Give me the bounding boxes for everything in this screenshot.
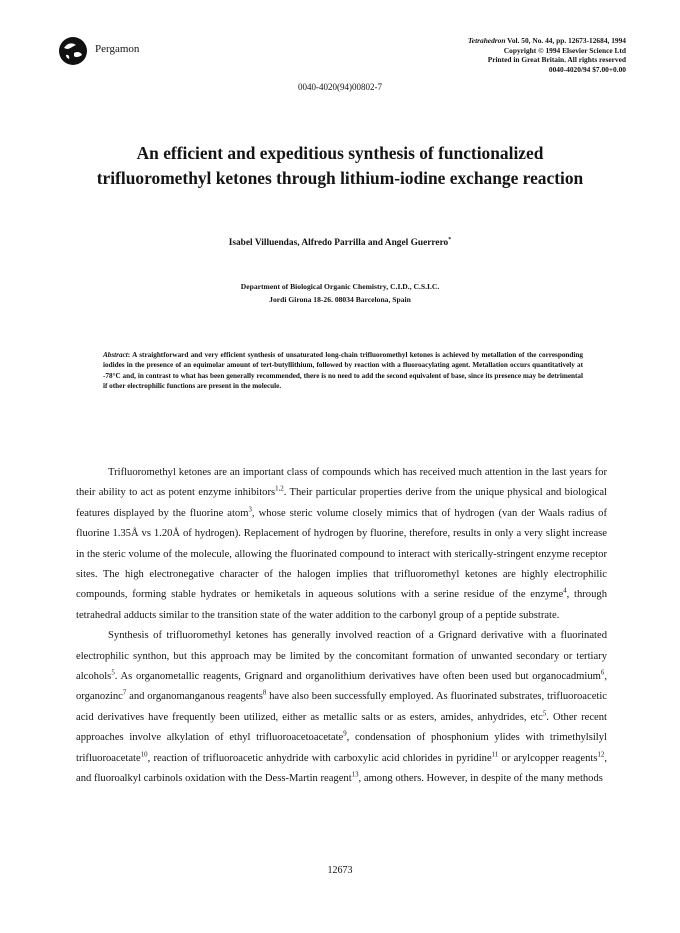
text-run: , through tetrahedral adducts similar to the transition state of the water addition to the carbonyl group of a peptide substrate. [76,589,607,621]
citation-ref: 6 [600,669,605,677]
affiliation-line-1: Department of Biological Organic Chemistry, C.I.D., C.S.I.C. [240,282,440,291]
paragraph-1 [76,463,607,626]
publisher-name: Pergamon [95,43,140,55]
abstract [103,350,583,391]
text-run: . As organometallic reagents, Grignard and organolithium derivatives have often been used but organocadmium [114,671,601,683]
body-text [76,463,607,790]
text-run: , organozinc [76,671,607,703]
text-run: . Their particular properties derive from the unique physical and biological features displayed by the fluorine atom [76,487,607,519]
text-run: , reaction of trifluoroacetic anhydride with carboxylic acid chlorides in pyridine [147,752,492,764]
affiliation [0,280,680,306]
text-run: have also been successfully employed. As fluorinated substrates, trifluoroacetic acid derivatives have frequently been utilized, either as metallic salts or as esters, amides, anhydrides, etc [76,691,607,723]
corresponding-author-mark: * [448,236,452,243]
affiliation-line-2: Jordi Girona 18-26. 08034 Barcelona, Spain [269,295,411,304]
journal-volume: Vol. 50, No. 44, pp. 12673-12684, 1994 [505,36,626,45]
citation-ref: 13 [351,771,359,779]
citation-ref: 10 [140,751,148,759]
citation-ref: 9 [343,730,347,738]
citation-ref: 4 [563,587,567,595]
printed-line: Printed in Great Britain. All rights reserved [487,55,626,65]
text-run: , among others. However, in despite of the many methods [358,773,603,785]
journal-name: Tetrahedron [467,36,506,45]
text-run: Synthesis of trifluoromethyl ketones has generally involved reaction of a Grignard derivative with a fluorinated electrophilic synthon, but this approach may be limited by the concomitant formation of unwanted secondary or tertiary alcohols [76,630,607,683]
issn-line: 0040-4020/94 $7.00+0.00 [548,64,626,74]
citation-ref: 1,2 [275,485,284,493]
text-run: , condensation of phosphonium ylides with trimethylsilyl trifluoroacetate [76,732,607,764]
text-run: , whose steric volume closely mimics that of hydrogen (van der Waals radius of fluorine 1.35Å vs 1.20Å of hydrogen). Replacement of hydrogen by fluorine, therefore, results in only a very slight increase in the steric volume of the molecule, allowing the fluorinated compound to interact with sterically-stringent enzyme receptor sites. The high electronegative character of the halogen implies that trifluoromethyl ketones are highly electrophilic compounds, forming stable hydrates or hemiketals in aqueous solutions with a serine residue of the enzyme [76,507,608,601]
page-number: 12673 [327,865,353,876]
text-run: Trifluoromethyl ketones are an important class of compounds which has received much attention in the last years for their ability to act as potent enzyme inhibitors [76,467,607,499]
citation-ref: 7 [122,689,127,697]
article-title [40,141,640,191]
text-run: . Other recent approaches involve alkylation of ethyl trifluoroacetoacetate [76,711,607,744]
title-line-2: trifluoromethyl ketones through lithium-iodine exchange reaction [96,168,584,188]
text-run: , and fluoroalkyl carbinols oxidation with the Dess-Martin reagent [76,752,607,785]
copyright-line: Copyright © 1994 Elsevier Science Ltd [503,45,626,55]
author-list [0,238,680,248]
citation-ref: 12 [597,751,605,759]
article-doi: 0040-4020(94)00802-7 [298,82,382,92]
citation-ref: 11 [491,751,499,759]
journal-citation [468,36,626,46]
citation-ref: 5 [111,669,115,677]
abstract-label: Abstract [103,351,128,359]
citation-ref: 3 [248,506,252,514]
journal-info [468,36,626,74]
pergamon-globe-icon [58,36,88,66]
title-line-1: An efficient and expeditious synthesis of functionalized [136,143,544,163]
text-run: and organomanganous reagents [126,691,263,703]
text-run: or arylcopper reagents [498,752,598,764]
authors-text: Isabel Villuendas, Alfredo Parrilla and Angel Guerrero [228,238,449,248]
paragraph-2 [76,626,607,789]
abstract-text: : A straightforward and very efficient synthesis of unsaturated long-chain trifluoromethyl ketones is achieved by metallation of the corresponding iodides in the presence of an equimolar amount of tert-butyllithium, followed by reaction with a fluoroacylating agent. Metallation occurs quantitatively at -78°C and, in contrast to what has been generally recommended, there is no need to add the second equivalent of base, since its presence may be detrimental if other electrophilic functions are present in the molecule. [103,351,583,390]
citation-ref: 8 [262,689,267,697]
citation-ref: 5 [542,710,547,718]
